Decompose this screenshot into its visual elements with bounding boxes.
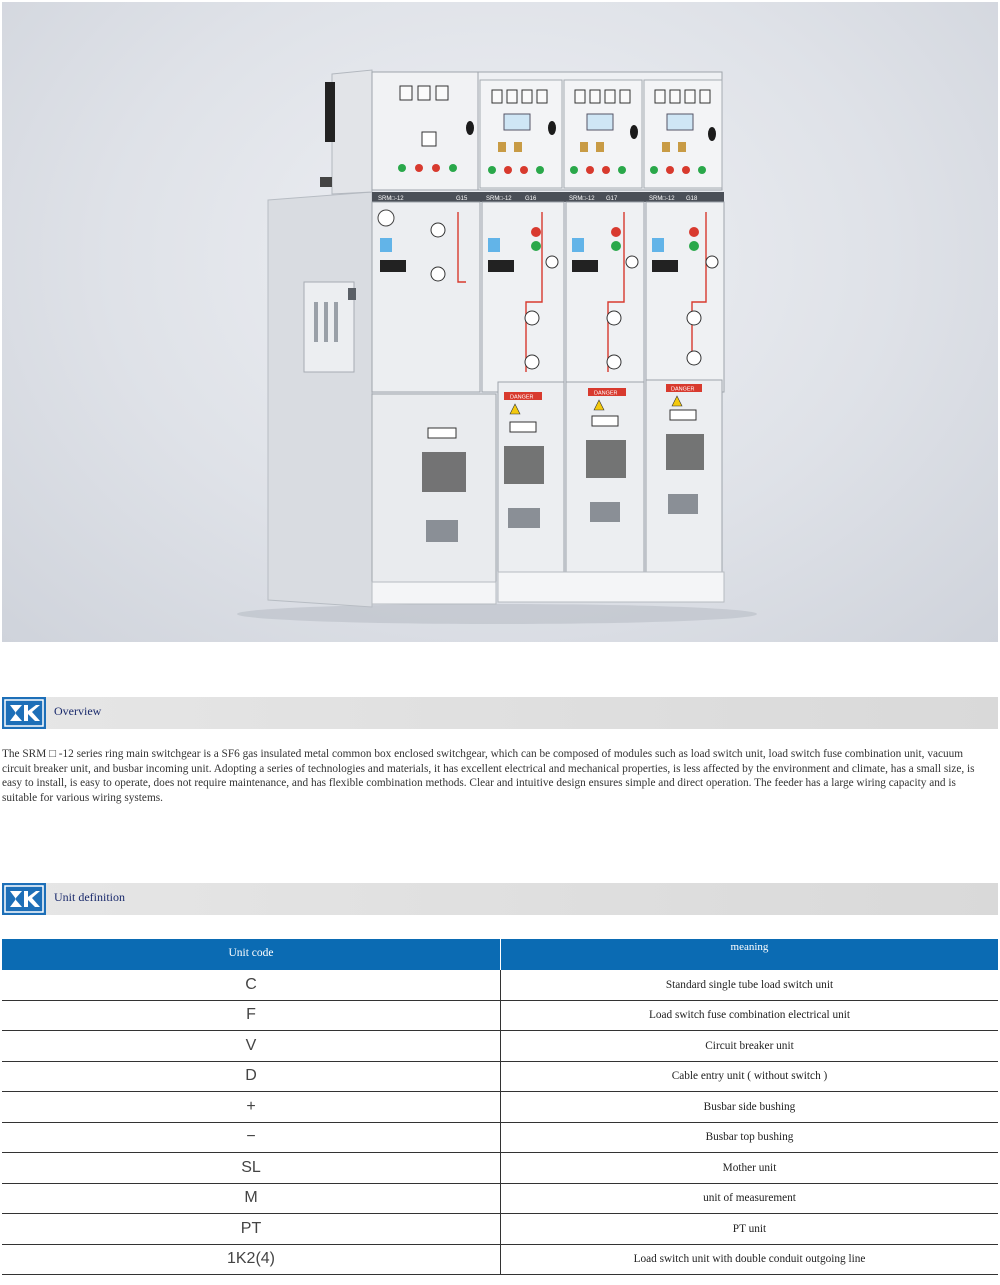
panel-label-2: SRM□-12 [486,196,512,202]
meaning-cell: Cable entry unit ( without switch ) [501,1061,999,1092]
overview-title: Overview [54,704,102,718]
unit-definition-table [2,939,998,1275]
company-logo-icon [2,883,46,915]
switchgear-illustration [2,2,998,642]
meaning-cell: Mother unit [501,1153,999,1184]
unit-code-cell: D [2,1061,501,1092]
meaning-cell: Busbar side bushing [501,1092,999,1123]
meaning-cell: Load switch fuse combination electrical unit [501,1000,999,1031]
meaning-cell: Standard single tube load switch unit [501,970,999,1000]
meaning-cell: Busbar top bushing [501,1122,999,1153]
table-header-row [2,939,998,970]
table-row [2,1183,998,1214]
danger-label-3: DANGER [671,386,695,393]
unit-code-cell: + [2,1092,501,1123]
company-logo-icon [2,697,46,729]
unit-code-cell: V [2,1031,501,1062]
danger-label-2: DANGER [594,390,618,397]
table-row [2,1153,998,1184]
meaning-cell: Load switch unit with double conduit outgoing line [501,1244,999,1275]
product-photo [2,2,998,642]
unit-code-cell: PT [2,1214,501,1245]
unit-code-cell: F [2,1000,501,1031]
table-row [2,970,998,1000]
meaning-cell: PT unit [501,1214,999,1245]
table-row [2,1092,998,1123]
panel-label-3: SRM□-12 [569,196,595,202]
table-row [2,1031,998,1062]
unit-label-1: G15 [456,196,468,202]
unit-code-cell: − [2,1122,501,1153]
unit-code-cell: C [2,970,501,1000]
overview-paragraph: The SRM □ -12 series ring main switchgear is a SF6 gas insulated metal common box enclosed switchgear, which can be composed of modules such as load switch unit, load switch fuse combination unit, vacuum circuit breaker unit, and busbar incoming unit. Adopting a series of technologies and materials, it has excellent electrical and mechanical properties, is less affected by the environment and climate, has a small size, is easy to install, is easy to operate, does not require maintenance, and has flexible combination methods. Clear and intuitive design ensures simple and direct operation. The feeder has a large wiring capacity and is suitable for various wiring systems. [2,748,975,804]
unit-code-cell: SL [2,1153,501,1184]
unit-definition-title: Unit definition [54,890,125,904]
table-row [2,1214,998,1245]
unit-label-4: G18 [686,196,698,202]
panel-label-4: SRM□-12 [649,196,675,202]
meaning-cell: unit of measurement [501,1183,999,1214]
unit-code-cell: M [2,1183,501,1214]
overview-section-header [2,697,998,729]
panel-label-1: SRM□-12 [378,196,404,202]
meaning-cell: Circuit breaker unit [501,1031,999,1062]
table-row [2,1000,998,1031]
table-row [2,1061,998,1092]
unit-definition-section-header [2,883,998,915]
header-unit-code: Unit code [2,939,501,970]
unit-label-2: G16 [525,196,537,202]
unit-label-3: G17 [606,196,618,202]
header-meaning: meaning [501,939,999,970]
table-row [2,1244,998,1275]
table-row [2,1122,998,1153]
unit-code-cell: 1K2(4) [2,1244,501,1275]
danger-label-1: DANGER [510,394,534,401]
